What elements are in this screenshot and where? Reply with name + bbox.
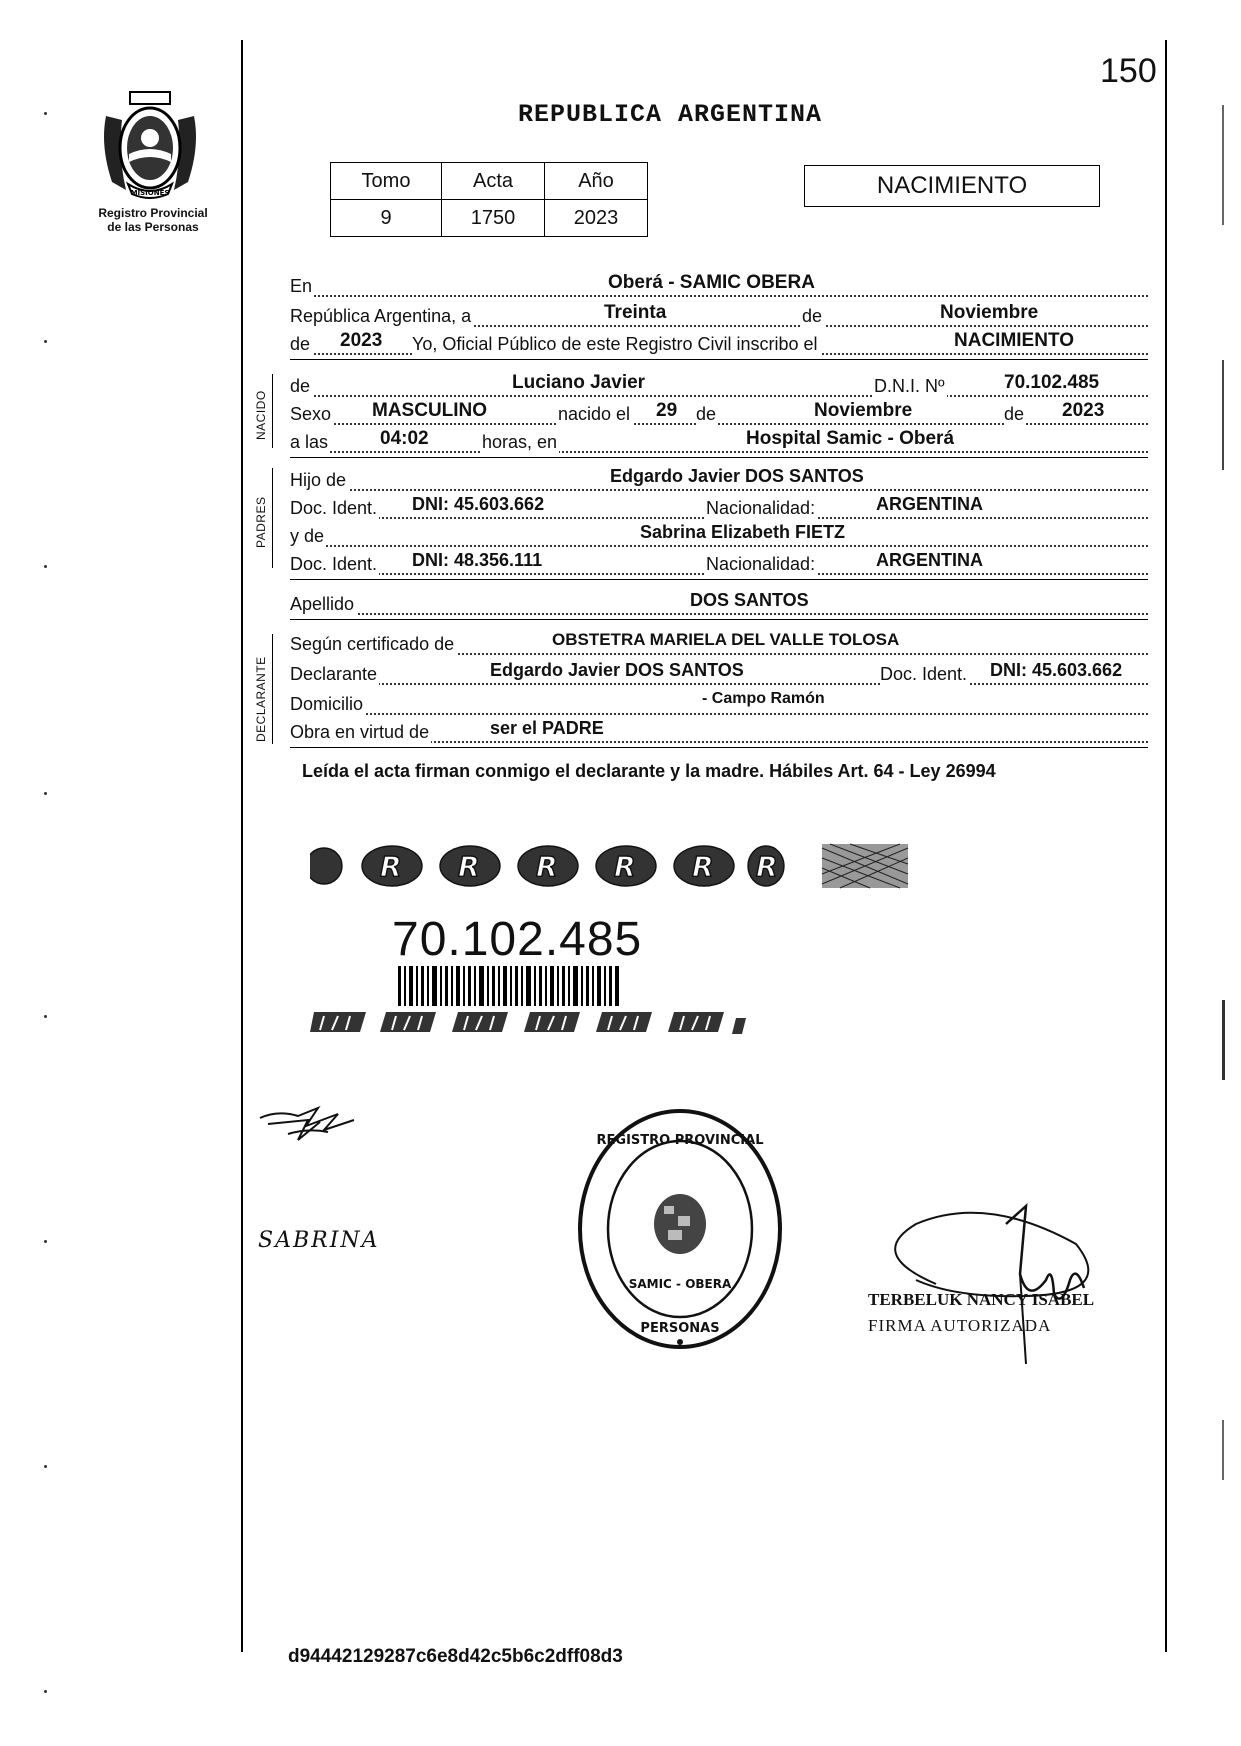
security-r-mark: R — [536, 850, 558, 883]
year-label: de — [290, 334, 311, 354]
scan-mark — [44, 1015, 47, 1018]
mother-nationality: ARGENTINA — [876, 550, 983, 570]
scan-edge-mark — [1222, 105, 1224, 225]
cert-value: OBSTETRA MARIELA DEL VALLE TOLOSA — [552, 630, 900, 649]
declarante-bar — [272, 634, 273, 744]
mother-signature: SABRINA — [258, 1228, 380, 1253]
document-hash: d94442129287c6e8d42c5b6c2dff08d3 — [288, 1646, 623, 1667]
security-r-mark: R — [458, 850, 480, 883]
line-inscribo — [290, 330, 1148, 358]
line-hora — [290, 428, 1148, 456]
svg-text:MISIONES: MISIONES — [130, 189, 170, 197]
obra-value: ser el PADRE — [490, 718, 604, 738]
sexo-value: MASCULINO — [372, 400, 488, 421]
en-label: En — [290, 276, 313, 296]
decl-doc-label: Doc. Ident. — [880, 664, 968, 684]
hijo-de-label: Hijo de — [290, 470, 347, 490]
dni-large-number: 70.102.485 — [392, 913, 643, 966]
line-y-de — [290, 522, 1148, 550]
decl-doc: DNI: 45.603.662 — [990, 660, 1123, 680]
inscribo-value: NACIMIENTO — [954, 330, 1074, 351]
registry-caption — [78, 206, 228, 234]
horas-label: horas, en — [482, 432, 558, 452]
birth-time: 04:02 — [380, 428, 429, 449]
scan-mark — [44, 1690, 47, 1693]
birth-de-label: de — [696, 404, 717, 424]
child-name: Luciano Javier — [512, 372, 646, 393]
father-name: Edgardo Javier DOS SANTOS — [610, 466, 864, 486]
official-role: FIRMA AUTORIZADA — [868, 1316, 1052, 1335]
dom-value: - Campo Ramón — [702, 690, 825, 707]
birth-day: 29 — [656, 400, 678, 421]
scan-mark — [44, 565, 47, 568]
birth-place: Hospital Samic - Oberá — [746, 428, 955, 449]
father-doc-label: Doc. Ident. — [290, 498, 378, 518]
security-r-mark: R — [380, 850, 402, 883]
provincial-seal-logo — [96, 86, 204, 204]
closing-statement: Leída el acta firman conmigo el declarante y la madre. Hábiles Art. 64 - Ley 26994 — [302, 761, 996, 781]
nacido-de-label: de — [290, 376, 311, 396]
decl-value: Edgardo Javier DOS SANTOS — [490, 660, 744, 680]
anio-header: Año — [545, 163, 648, 200]
decl-label: Declarante — [290, 664, 378, 684]
father-nationality: ARGENTINA — [876, 494, 983, 514]
line-mother-doc — [290, 550, 1148, 578]
de-label: de — [802, 306, 823, 326]
inscribo-text: Yo, Oficial Público de este Registro Civil inscribo el — [412, 334, 818, 354]
record-table — [330, 162, 648, 237]
record-type-box: NACIMIENTO — [804, 165, 1100, 207]
official-name: TERBELUK NANCY ISABEL — [868, 1290, 1095, 1309]
anio-value: 2023 — [545, 200, 648, 237]
apellido-label: Apellido — [290, 594, 355, 614]
line-nacido-name — [290, 372, 1148, 400]
scan-edge-mark — [1222, 360, 1224, 470]
official-signature — [876, 1184, 1096, 1389]
security-r-mark: R — [692, 850, 714, 883]
en-value: Oberá - SAMIC OBERA — [608, 272, 815, 293]
sexo-label: Sexo — [290, 404, 332, 424]
registry-caption-line2: de las Personas — [107, 220, 199, 234]
document-title: REPUBLICA ARGENTINA — [518, 100, 823, 129]
declarant-signature — [258, 1100, 358, 1155]
mother-name: Sabrina Elizabeth FIETZ — [640, 522, 846, 542]
mother-nat-label: Nacionalidad: — [706, 554, 816, 574]
scan-edge-mark — [1222, 1420, 1224, 1480]
tomo-value: 9 — [331, 200, 442, 237]
security-r-mark: R — [614, 850, 636, 883]
nacido-bar — [272, 374, 273, 448]
stamp-inner-text: SAMIC - OBERA — [628, 1277, 732, 1291]
day-value: Treinta — [604, 302, 667, 323]
line-hijo-de — [290, 466, 1148, 494]
security-pattern-bottom — [310, 1008, 750, 1041]
nacido-section-label: NACIDO — [254, 390, 268, 440]
birth-month: Noviembre — [814, 400, 913, 421]
father-nat-label: Nacionalidad: — [706, 498, 816, 518]
mother-doc-label: Doc. Ident. — [290, 554, 378, 574]
svg-text:REGISTRO PROVINCIAL: REGISTRO PROVINCIAL — [596, 1133, 764, 1148]
left-margin-rule — [241, 40, 243, 1652]
acta-value: 1750 — [442, 200, 545, 237]
a-las-label: a las — [290, 432, 329, 452]
line-sexo — [290, 400, 1148, 428]
nacido-el-label: nacido el — [558, 404, 631, 424]
line-domicilio — [290, 690, 1148, 718]
scan-mark — [44, 112, 47, 115]
dni-label: D.N.I. Nº — [874, 376, 945, 396]
dni-barcode — [398, 966, 620, 1006]
tomo-header: Tomo — [331, 163, 442, 200]
acta-header: Acta — [442, 163, 545, 200]
line-republica — [290, 302, 1148, 330]
birth-year: 2023 — [1062, 400, 1105, 421]
right-margin-rule — [1165, 40, 1167, 1652]
padres-section-label: PADRES — [254, 496, 268, 548]
birth-de-label2: de — [1004, 404, 1025, 424]
month-value: Noviembre — [940, 302, 1039, 323]
line-certificado — [290, 630, 1148, 658]
y-de-label: y de — [290, 526, 325, 546]
line-declarante — [290, 660, 1148, 688]
dom-label: Domicilio — [290, 694, 364, 714]
child-dni: 70.102.485 — [1004, 372, 1100, 393]
line-apellido — [290, 590, 1148, 618]
registry-caption-line1: Registro Provincial — [98, 206, 208, 220]
svg-text:PERSONAS: PERSONAS — [640, 1321, 720, 1336]
padres-bar — [272, 468, 273, 568]
security-r-mark: R — [756, 850, 778, 883]
cert-label: Según certificado de — [290, 634, 455, 654]
official-stamp — [572, 1106, 788, 1357]
scan-mark — [44, 340, 47, 343]
scan-edge-mark — [1222, 1000, 1225, 1080]
scan-mark — [44, 1240, 47, 1243]
year-value: 2023 — [340, 330, 383, 351]
page-number: 150 — [1100, 52, 1157, 90]
scan-mark — [44, 1465, 47, 1468]
apellido-value: DOS SANTOS — [690, 590, 809, 610]
ra-label: República Argentina, a — [290, 306, 472, 326]
father-doc: DNI: 45.603.662 — [412, 494, 545, 514]
line-en — [290, 272, 1148, 300]
security-pattern-top — [310, 838, 920, 897]
mother-doc: DNI: 48.356.111 — [412, 550, 543, 570]
line-father-doc — [290, 494, 1148, 522]
scan-mark — [44, 792, 47, 795]
line-obra — [290, 718, 1148, 746]
obra-label: Obra en virtud de — [290, 722, 430, 742]
declarante-section-label: DECLARANTE — [254, 656, 268, 742]
